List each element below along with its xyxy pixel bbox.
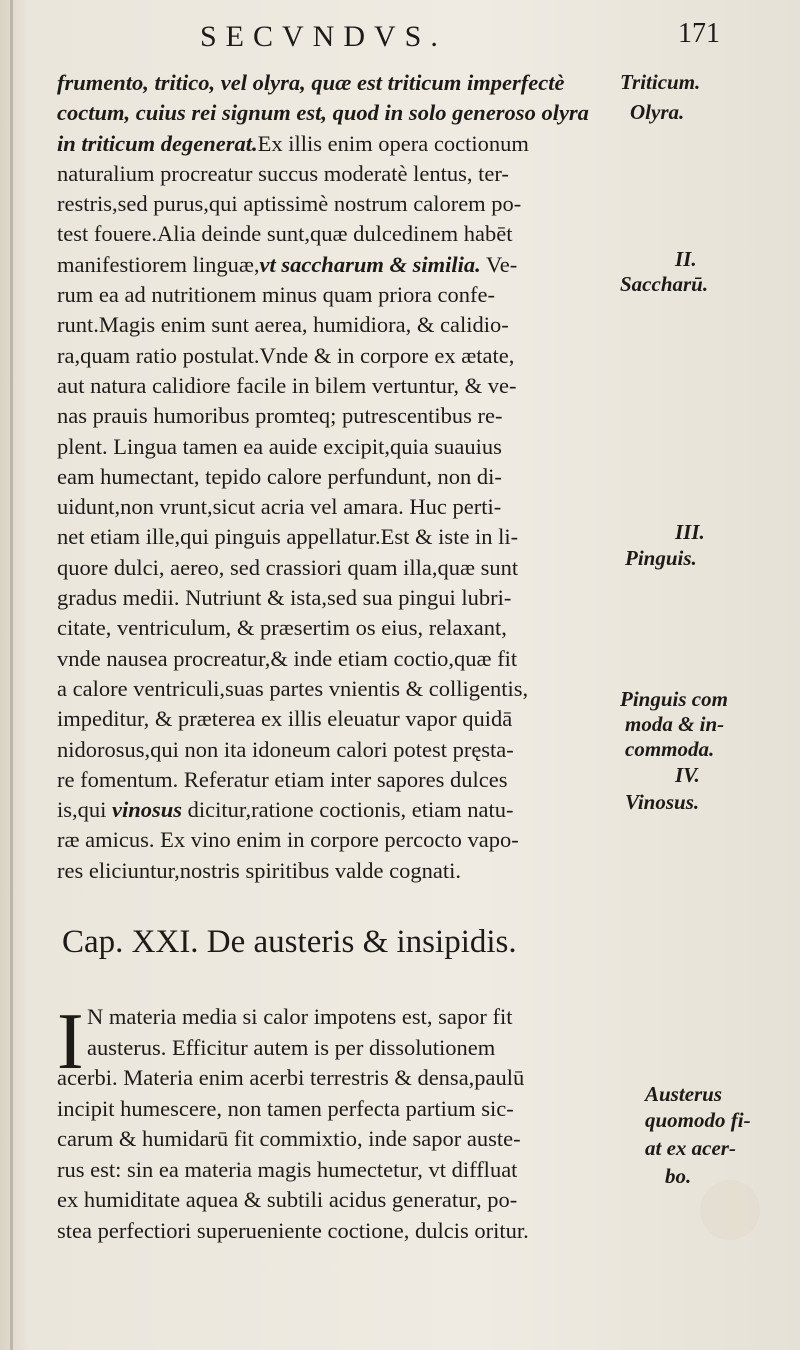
text-line: vnde nausea procreatur,& inde etiam coctio,quæ fit [57, 645, 518, 671]
text-line: gradus medii. Nutriunt & ista,sed sua pingui lubri- [57, 585, 512, 611]
chapter-text-line: austerus. Efficitur autem is per dissolutionem [87, 1034, 496, 1060]
chapter-text-line: N materia media si calor impotens est, sapor fit [87, 1004, 513, 1029]
italic-phrase: vinosus [112, 797, 183, 823]
paper-stain [700, 1180, 760, 1240]
main-text-block [57, 68, 617, 886]
text-line: restris,sed purus,qui aptissimè nostrum calorem po- [57, 191, 522, 217]
chapter-text-line: carum & humidarū fit commixtio, inde sapor auste- [57, 1126, 521, 1151]
margin-note: Saccharū. [620, 272, 709, 296]
chapter-text-line: stea perfectiori superueniente coctione, dulcis oritur. [57, 1217, 529, 1243]
text-line: coctum, cuius rei signum est, quod in solo generoso olyra [57, 100, 589, 126]
text-line: test fouere.Alia deinde sunt,quæ dulcedinem habēt [57, 221, 513, 247]
text-line: nidorosus,qui non ita idoneum calori potest pręsta- [57, 736, 514, 762]
text-line: a calore ventriculi,suas partes vnientis & colligentis, [57, 675, 529, 701]
text-line: plent. Lingua tamen ea auide excipit,quia suauius [57, 433, 502, 459]
margin-note: Olyra. [630, 100, 685, 124]
text-line: runt.Magis enim sunt aerea, humidiora, & calidio- [57, 312, 509, 338]
margin-note: IV. [675, 763, 700, 787]
margin-note: III. [675, 520, 705, 544]
italic-phrase: in triticum degenerat. [57, 130, 258, 156]
chapter-text-block [57, 998, 617, 1246]
margin-note: Vinosus. [625, 790, 700, 814]
text-line: aut natura calidiore facile in bilem vertuntur, & ve- [57, 372, 517, 398]
text-line: naturalium procreatur succus moderatè lentus, ter- [57, 160, 509, 186]
margin-note: bo. [665, 1164, 692, 1188]
margin-note: quomodo fi- [645, 1108, 751, 1132]
running-title: SECVNDVS. [200, 20, 447, 53]
binding-gutter [10, 0, 13, 1350]
text-line: quore dulci, aereo, sed crassiori quam illa,quæ sunt [57, 554, 519, 580]
margin-note: Austerus [645, 1082, 723, 1106]
margin-note: moda & in- [625, 712, 725, 736]
text-line: in triticum degenerat.Ex illis enim opera coctionum [57, 130, 529, 156]
margin-note: Pinguis com [620, 687, 728, 711]
text-line: ra,quam ratio postulat.Vnde & in corpore ex ætate, [57, 342, 515, 368]
chapter-text-line: ex humiditate aquea & subtili acidus generatur, po- [57, 1187, 518, 1212]
margin-note: Triticum. [620, 70, 701, 94]
margin-note: at ex acer- [645, 1136, 736, 1160]
text-line: re fomentum. Referatur etiam inter sapores dulces [57, 766, 508, 792]
chapter-text-line: acerbi. Materia enim acerbi terrestris & densa,paulū [57, 1065, 525, 1090]
text-line: is,qui vinosus dicitur,ratione coctionis, etiam natu- [57, 797, 514, 823]
chapter-text-line: incipit humescere, non tamen perfecta partium sic- [57, 1095, 514, 1121]
page-number: 171 [678, 18, 720, 49]
text-line: res eliciuntur,nostris spiritibus valde cognati. [57, 857, 462, 883]
margin-notes [615, 0, 800, 1350]
text-line: nas prauis humoribus promteq; putrescentibus re- [57, 403, 503, 429]
margin-note: commoda. [625, 737, 715, 761]
text-line: net etiam ille,qui pinguis appellatur.Est & iste in li- [57, 524, 519, 550]
text-line: impeditur, & præterea ex illis eleuatur vapor quidā [57, 706, 513, 732]
text-line: frumento, tritico, vel olyra, quæ est triticum imperfectè [57, 70, 565, 95]
text-line: rum ea ad nutritionem minus quam priora confe- [57, 282, 495, 308]
text-line: eam humectant, tepido calore perfundunt, non di- [57, 463, 502, 489]
chapter-heading: Cap. XXI. De austeris & insipidis. [62, 924, 517, 960]
chapter-text-line: rus est: sin ea materia magis humectetur, vt diffluat [57, 1156, 518, 1182]
text-line: manifestiorem linguæ,vt saccharum & similia. Ve- [57, 251, 518, 277]
text-line: citate, ventriculum, & præsertim os eius, relaxant, [57, 615, 507, 641]
text-line: ræ amicus. Ex vino enim in corpore percocto vapo- [57, 827, 519, 853]
margin-note: II. [675, 247, 697, 271]
margin-note: Pinguis. [625, 546, 697, 570]
drop-cap-initial: I [57, 998, 84, 1086]
italic-phrase: vt saccharum & similia. [259, 251, 481, 277]
text-line: uidunt,non vrunt,sicut acria vel amara. Huc perti- [57, 494, 502, 520]
